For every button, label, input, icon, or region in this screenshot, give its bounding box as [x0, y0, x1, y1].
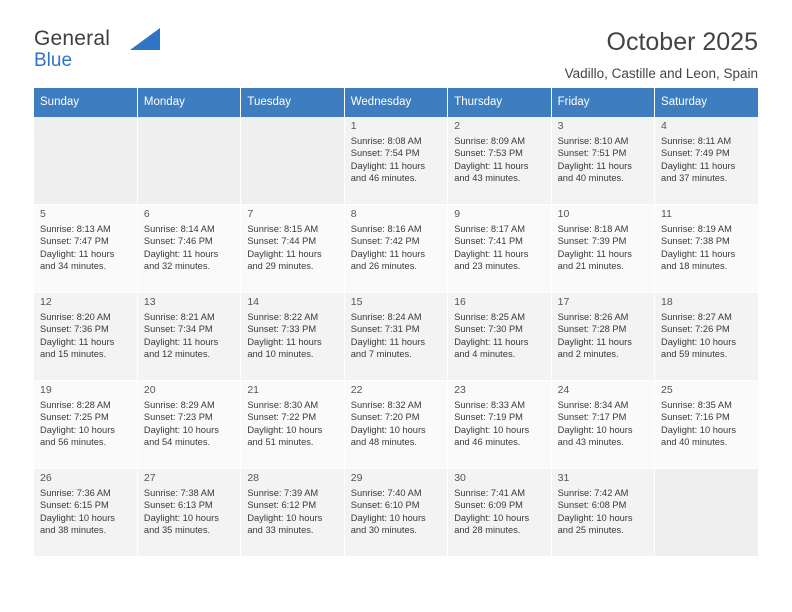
day-number: 21 — [247, 384, 260, 396]
daylight-text-line2: and 35 minutes. — [143, 525, 211, 536]
daylight-text-line1: Daylight: 10 hours — [557, 512, 633, 523]
daylight-text-line2: and 28 minutes. — [454, 525, 521, 536]
day-number: 11 — [661, 208, 672, 220]
sunrise-text: Sunrise: 8:24 AM — [350, 311, 422, 322]
sunrise-text: Sunrise: 8:16 AM — [350, 223, 422, 234]
sunset-text: Sunset: 7:19 PM — [454, 412, 523, 423]
weekday-tuesday: Tuesday — [241, 88, 344, 117]
daylight-text-line1: Daylight: 10 hours — [247, 512, 323, 523]
sunset-text: Sunset: 6:08 PM — [557, 500, 627, 511]
daylight-text-line1: Daylight: 11 hours — [143, 336, 219, 347]
daylight-text-line2: and 18 minutes. — [661, 261, 728, 272]
daylight-text-line1: Daylight: 10 hours — [40, 424, 115, 435]
calendar-day-cell[interactable] — [551, 117, 654, 205]
sunset-text: Sunset: 6:13 PM — [143, 500, 213, 511]
daylight-text-line1: Daylight: 11 hours — [40, 336, 115, 347]
calendar-day-cell[interactable] — [551, 293, 654, 381]
day-number: 9 — [454, 208, 461, 220]
day-number: 15 — [350, 296, 363, 308]
calendar-day-cell[interactable] — [344, 117, 447, 205]
daylight-text-line2: and 38 minutes. — [40, 525, 107, 536]
sunset-text: Sunset: 7:36 PM — [40, 324, 109, 335]
sunset-text: Sunset: 7:53 PM — [454, 148, 523, 159]
daylight-text-line1: Daylight: 11 hours — [247, 248, 322, 259]
daylight-text-line2: and 29 minutes. — [247, 261, 314, 272]
daylight-text-line1: Daylight: 10 hours — [350, 512, 426, 523]
day-number: 20 — [143, 384, 156, 396]
calendar-day-cell[interactable] — [655, 381, 758, 469]
sunset-text: Sunset: 7:47 PM — [40, 236, 109, 247]
daylight-text-line2: and 21 minutes. — [557, 261, 624, 272]
calendar-day-cell[interactable] — [655, 205, 758, 293]
daylight-text-line1: Daylight: 11 hours — [350, 160, 426, 171]
sunrise-text: Sunrise: 8:11 AM — [661, 135, 732, 146]
daylight-text-line2: and 25 minutes. — [557, 525, 624, 536]
sunset-text: Sunset: 7:30 PM — [454, 324, 523, 335]
calendar-day-cell[interactable] — [137, 293, 240, 381]
daylight-text-line1: Daylight: 10 hours — [247, 424, 323, 435]
daylight-text-line1: Daylight: 11 hours — [350, 248, 426, 259]
sunset-text: Sunset: 7:16 PM — [661, 412, 730, 423]
day-number: 26 — [40, 472, 52, 484]
day-number: 12 — [40, 296, 52, 308]
sunrise-text: Sunrise: 7:39 AM — [247, 487, 319, 498]
sunrise-text: Sunrise: 7:40 AM — [350, 487, 422, 498]
sunset-text: Sunset: 7:31 PM — [350, 324, 420, 335]
day-number: 7 — [247, 208, 254, 220]
day-number: 17 — [557, 296, 570, 308]
daylight-text-line1: Daylight: 11 hours — [557, 336, 632, 347]
daylight-text-line2: and 2 minutes. — [557, 349, 619, 360]
weekday-wednesday: Wednesday — [344, 88, 447, 117]
daylight-text-line2: and 10 minutes. — [247, 349, 314, 360]
calendar-day-cell[interactable] — [241, 293, 344, 381]
sunset-text: Sunset: 7:22 PM — [247, 412, 317, 423]
sunrise-text: Sunrise: 8:15 AM — [247, 223, 319, 234]
daylight-text-line2: and 46 minutes. — [350, 173, 417, 184]
daylight-text-line1: Daylight: 10 hours — [143, 424, 219, 435]
daylight-text-line2: and 7 minutes. — [350, 349, 412, 360]
sunrise-text: Sunrise: 8:20 AM — [40, 311, 111, 322]
calendar-day-cell[interactable] — [448, 293, 551, 381]
daylight-text-line2: and 15 minutes. — [40, 349, 107, 360]
daylight-text-line2: and 46 minutes. — [454, 437, 521, 448]
sunset-text: Sunset: 6:10 PM — [350, 500, 420, 511]
daylight-text-line1: Daylight: 10 hours — [350, 424, 426, 435]
sunset-text: Sunset: 7:39 PM — [557, 236, 627, 247]
day-number: 30 — [454, 472, 466, 484]
calendar-day-cell[interactable] — [448, 469, 551, 557]
sunset-text: Sunset: 7:28 PM — [557, 324, 627, 335]
weekday-sunday: Sunday — [34, 88, 137, 117]
sunrise-text: Sunrise: 7:38 AM — [143, 487, 215, 498]
calendar-cell-empty — [655, 469, 758, 557]
sunset-text: Sunset: 7:49 PM — [661, 148, 730, 159]
sunrise-text: Sunrise: 8:26 AM — [557, 311, 629, 322]
sunset-text: Sunset: 6:09 PM — [454, 500, 523, 511]
sunrise-text: Sunrise: 7:42 AM — [557, 487, 629, 498]
day-number: 28 — [247, 472, 260, 484]
sunrise-text: Sunrise: 8:17 AM — [454, 223, 525, 234]
day-number: 16 — [454, 296, 466, 308]
calendar-body — [34, 117, 758, 557]
calendar-day-cell[interactable] — [551, 381, 654, 469]
sunrise-text: Sunrise: 8:19 AM — [661, 223, 732, 234]
sunrise-text: Sunrise: 7:36 AM — [40, 487, 111, 498]
daylight-text-line2: and 43 minutes. — [557, 437, 624, 448]
day-number: 6 — [143, 208, 150, 220]
daylight-text-line1: Daylight: 10 hours — [661, 336, 736, 347]
sunrise-text: Sunrise: 8:28 AM — [40, 399, 111, 410]
calendar-day-cell[interactable] — [344, 293, 447, 381]
calendar-day-cell[interactable] — [344, 469, 447, 557]
sunrise-text: Sunrise: 8:30 AM — [247, 399, 319, 410]
calendar-day-cell[interactable] — [34, 293, 137, 381]
weekday-friday: Friday — [551, 88, 654, 117]
calendar-day-cell[interactable] — [655, 117, 758, 205]
day-number: 4 — [661, 120, 667, 132]
sunrise-text: Sunrise: 8:35 AM — [661, 399, 732, 410]
calendar-day-cell[interactable] — [34, 205, 137, 293]
calendar-day-cell[interactable] — [448, 381, 551, 469]
day-number: 27 — [143, 472, 156, 484]
calendar-week-row — [34, 205, 758, 293]
sunrise-text: Sunrise: 8:34 AM — [557, 399, 629, 410]
daylight-text-line2: and 40 minutes. — [557, 173, 624, 184]
logo[interactable] — [34, 28, 214, 74]
calendar-day-cell[interactable] — [137, 469, 240, 557]
daylight-text-line1: Daylight: 11 hours — [143, 248, 219, 259]
calendar-day-cell[interactable] — [241, 381, 344, 469]
calendar-cell-empty — [241, 117, 344, 205]
calendar-week-row — [34, 381, 758, 469]
daylight-text-line1: Daylight: 10 hours — [143, 512, 219, 523]
calendar-day-cell[interactable] — [551, 205, 654, 293]
calendar-day-cell[interactable] — [551, 469, 654, 557]
day-number: 19 — [40, 384, 52, 396]
weekday-monday: Monday — [137, 88, 240, 117]
sunrise-text: Sunrise: 8:21 AM — [143, 311, 215, 322]
weekday-thursday: Thursday — [448, 88, 551, 117]
daylight-text-line1: Daylight: 10 hours — [40, 512, 115, 523]
calendar-day-cell[interactable] — [34, 381, 137, 469]
sunset-text: Sunset: 7:25 PM — [40, 412, 109, 423]
calendar-day-cell[interactable] — [655, 293, 758, 381]
calendar-day-cell[interactable] — [344, 205, 447, 293]
daylight-text-line1: Daylight: 11 hours — [661, 160, 736, 171]
sunset-text: Sunset: 7:26 PM — [661, 324, 730, 335]
sunset-text: Sunset: 7:44 PM — [247, 236, 317, 247]
daylight-text-line2: and 34 minutes. — [40, 261, 107, 272]
daylight-text-line2: and 32 minutes. — [143, 261, 211, 272]
sunset-text: Sunset: 7:20 PM — [350, 412, 420, 423]
daylight-text-line1: Daylight: 11 hours — [557, 248, 632, 259]
sunset-text: Sunset: 7:41 PM — [454, 236, 523, 247]
sunrise-text: Sunrise: 8:14 AM — [143, 223, 215, 234]
sunset-text: Sunset: 7:51 PM — [557, 148, 627, 159]
day-number: 5 — [40, 208, 46, 220]
daylight-text-line2: and 37 minutes. — [661, 173, 728, 184]
daylight-text-line1: Daylight: 11 hours — [454, 336, 529, 347]
day-number: 14 — [247, 296, 260, 308]
day-number: 29 — [350, 472, 363, 484]
calendar-table — [34, 88, 758, 557]
sunset-text: Sunset: 7:46 PM — [143, 236, 213, 247]
sunrise-text: Sunrise: 8:29 AM — [143, 399, 215, 410]
page-subtitle: Vadillo, Castille and Leon, Spain — [564, 66, 758, 81]
sunset-text: Sunset: 7:23 PM — [143, 412, 213, 423]
daylight-text-line1: Daylight: 10 hours — [557, 424, 633, 435]
calendar-day-cell[interactable] — [34, 469, 137, 557]
calendar-day-cell[interactable] — [241, 205, 344, 293]
day-number: 31 — [557, 472, 570, 484]
day-number: 22 — [350, 384, 363, 396]
daylight-text-line1: Daylight: 11 hours — [350, 336, 426, 347]
daylight-text-line1: Daylight: 10 hours — [661, 424, 736, 435]
sunrise-text: Sunrise: 8:18 AM — [557, 223, 629, 234]
calendar-day-cell[interactable] — [137, 205, 240, 293]
daylight-text-line2: and 4 minutes. — [454, 349, 516, 360]
daylight-text-line2: and 33 minutes. — [247, 525, 314, 536]
logo-text-blue: Blue — [34, 50, 73, 71]
daylight-text-line2: and 30 minutes. — [350, 525, 417, 536]
daylight-text-line2: and 51 minutes. — [247, 437, 314, 448]
page-title: October 2025 — [606, 28, 758, 56]
sunrise-text: Sunrise: 8:25 AM — [454, 311, 525, 322]
sunrise-text: Sunrise: 8:10 AM — [557, 135, 629, 146]
sunrise-text: Sunrise: 8:09 AM — [454, 135, 525, 146]
day-number: 23 — [454, 384, 466, 396]
daylight-text-line2: and 26 minutes. — [350, 261, 417, 272]
day-number: 10 — [557, 208, 570, 220]
daylight-text-line2: and 23 minutes. — [454, 261, 521, 272]
sunset-text: Sunset: 7:38 PM — [661, 236, 730, 247]
daylight-text-line1: Daylight: 11 hours — [557, 160, 632, 171]
daylight-text-line2: and 40 minutes. — [661, 437, 728, 448]
daylight-text-line1: Daylight: 11 hours — [40, 248, 115, 259]
sunset-text: Sunset: 7:54 PM — [350, 148, 420, 159]
daylight-text-line1: Daylight: 10 hours — [454, 512, 530, 523]
sunrise-text: Sunrise: 8:32 AM — [350, 399, 422, 410]
day-number: 13 — [143, 296, 156, 308]
daylight-text-line1: Daylight: 11 hours — [247, 336, 322, 347]
page-header — [34, 0, 758, 81]
calendar-day-cell[interactable] — [448, 205, 551, 293]
calendar-day-cell[interactable] — [448, 117, 551, 205]
sunrise-text: Sunrise: 8:13 AM — [40, 223, 111, 234]
day-number: 3 — [557, 120, 564, 132]
calendar-cell-empty — [137, 117, 240, 205]
sunrise-text: Sunrise: 8:33 AM — [454, 399, 525, 410]
calendar-week-row — [34, 293, 758, 381]
daylight-text-line2: and 56 minutes. — [40, 437, 107, 448]
sunrise-text: Sunrise: 8:27 AM — [661, 311, 732, 322]
daylight-text-line1: Daylight: 11 hours — [661, 248, 736, 259]
logo-text-general: General — [34, 27, 111, 50]
day-number: 8 — [350, 208, 357, 220]
day-number: 25 — [661, 384, 673, 396]
calendar-week-row — [34, 117, 758, 205]
calendar-week-row — [34, 469, 758, 557]
daylight-text-line2: and 12 minutes. — [143, 349, 211, 360]
sunset-text: Sunset: 7:17 PM — [557, 412, 627, 423]
sunrise-text: Sunrise: 8:08 AM — [350, 135, 422, 146]
weekday-saturday: Saturday — [655, 88, 758, 117]
calendar-day-cell[interactable] — [344, 381, 447, 469]
calendar-cell-empty — [34, 117, 137, 205]
daylight-text-line2: and 54 minutes. — [143, 437, 211, 448]
sunset-text: Sunset: 7:33 PM — [247, 324, 317, 335]
sunset-text: Sunset: 7:34 PM — [143, 324, 213, 335]
day-number: 18 — [661, 296, 673, 308]
sunset-text: Sunset: 6:15 PM — [40, 500, 109, 511]
sunset-text: Sunset: 7:42 PM — [350, 236, 420, 247]
calendar-day-cell[interactable] — [241, 469, 344, 557]
calendar-day-cell[interactable] — [137, 381, 240, 469]
sunrise-text: Sunrise: 7:41 AM — [454, 487, 525, 498]
daylight-text-line2: and 48 minutes. — [350, 437, 417, 448]
sunrise-text: Sunrise: 8:22 AM — [247, 311, 319, 322]
day-number: 1 — [350, 120, 357, 132]
daylight-text-line1: Daylight: 10 hours — [454, 424, 530, 435]
day-number: 24 — [557, 384, 570, 396]
daylight-text-line1: Daylight: 11 hours — [454, 160, 529, 171]
day-number: 2 — [454, 120, 461, 132]
daylight-text-line2: and 59 minutes. — [661, 349, 728, 360]
sunset-text: Sunset: 6:12 PM — [247, 500, 317, 511]
daylight-text-line2: and 43 minutes. — [454, 173, 521, 184]
weekday-header-row — [34, 88, 758, 117]
daylight-text-line1: Daylight: 11 hours — [454, 248, 529, 259]
